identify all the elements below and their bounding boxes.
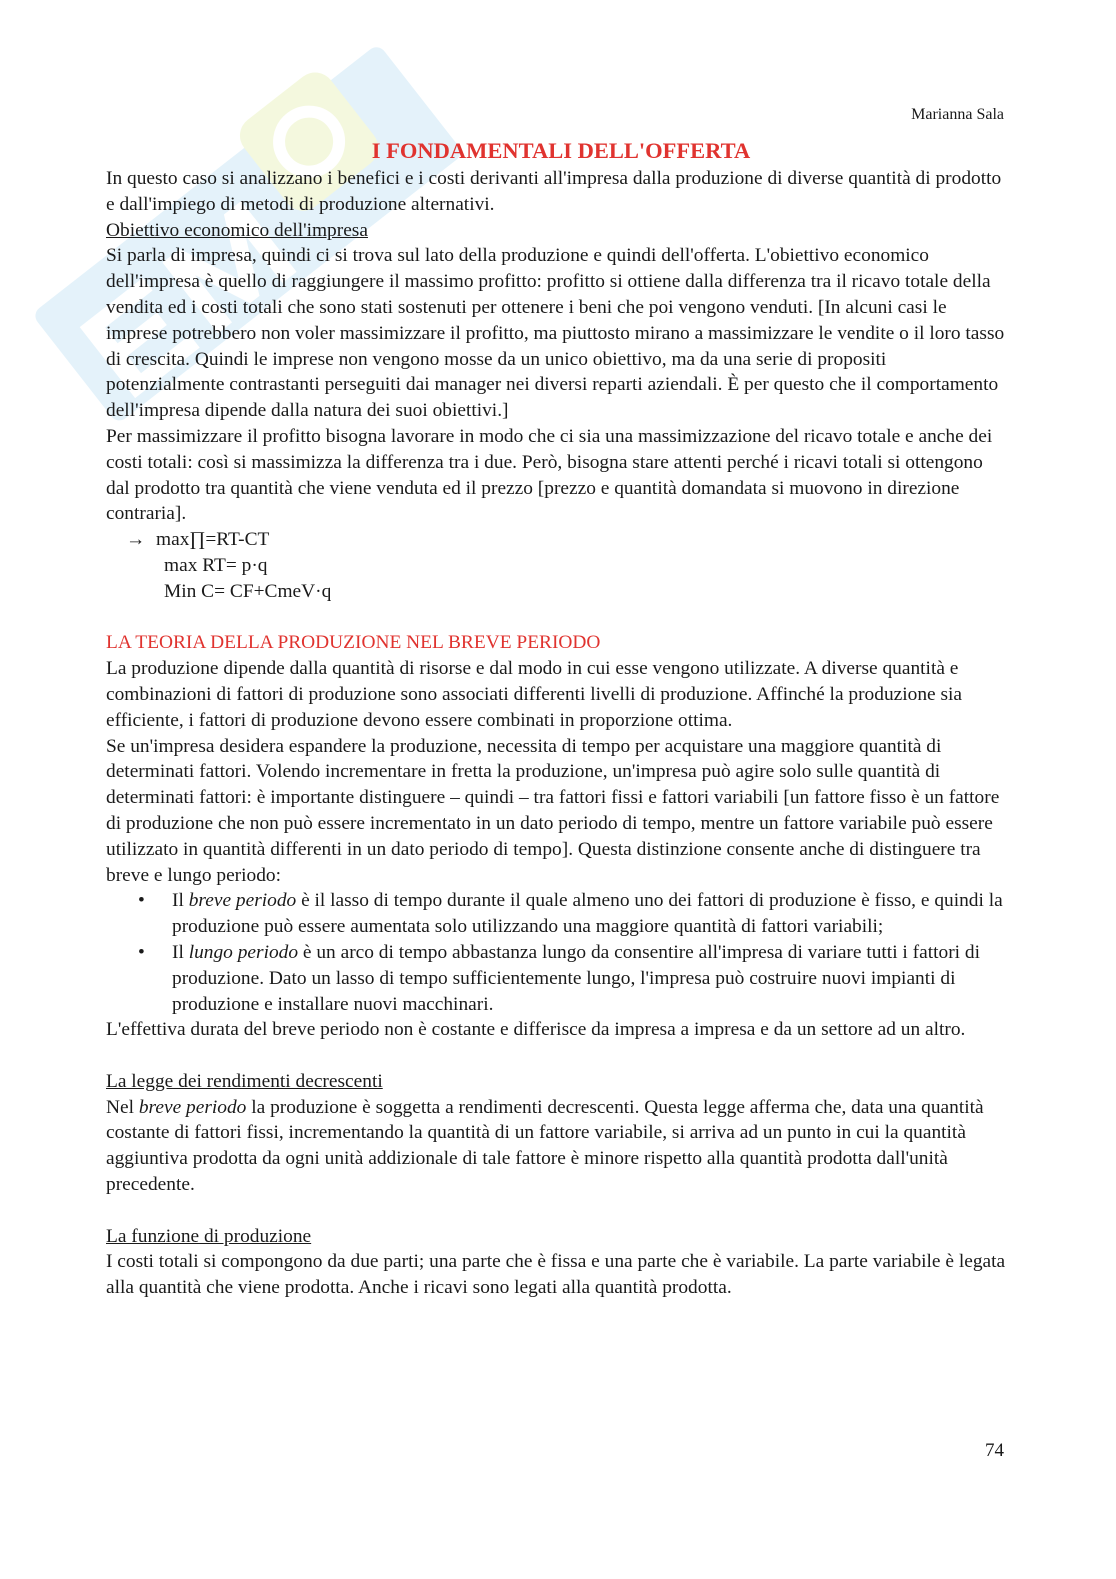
list-item: • Il lungo periodo è un arco di tempo abbastanza lungo da consentire all'impresa di variare tutti i fattori di produzione. Dato un lasso di tempo sufficientemente lungo, l'impresa può costruire nuovi impianti di produzione e installare nuovi macchinari.: [138, 941, 980, 1015]
document-body: [106, 136, 1006, 1301]
paragraph: Si parla di impresa, quindi ci si trova sul lato della produzione e quindi dell'offerta. L'obiettivo economico dell'impresa è quello di raggiungere il massimo profitto: profitto si ottiene dalla differenza tra il ricavo totale della vendita ed i costi totali che sono stati sostenuti per ottenere i beni che poi vengono venduti. [In alcuni casi le imprese potrebbero non voler massimizzare il profitto, ma piuttosto mirano a massimizzare le vendite o il loro tasso di crescita. Quindi le imprese non vengono mosse da un unico obiettivo, ma da una serie di propositi potenzialmente contrastanti perseguiti dai manager nei diversi reparti aziendali. È per questo che il comportamento dell'impresa dipende dalla natura dei suoi obiettivi.]: [106, 245, 1005, 422]
formula-text: max∏=RT-CT: [156, 529, 270, 551]
paragraph: Nel breve periodo la produzione è soggetta a rendimenti decrescenti. Questa legge afferma che, data una quantità costante di fattori fissi, incrementando la quantità di un fattore variabile, si arriva ad un punto in cui la quantità aggiuntiva prodotta da ogni unità addizionale di tale fattore è minore rispetto alla quantità prodotta dall'unità precedente.: [106, 1096, 984, 1196]
section-heading-teoria: LA TEORIA DELLA PRODUZIONE NEL BREVE PERIODO: [106, 632, 601, 654]
emphasis: breve periodo: [138, 1096, 247, 1118]
bullet-icon: •: [138, 941, 145, 963]
page-title: I FONDAMENTALI DELL'OFFERTA: [371, 138, 751, 163]
author-name: Marianna Sala: [911, 106, 1004, 123]
formula-cost: Min C= CF+CmeV·q: [164, 580, 332, 602]
intro-paragraph: In questo caso si analizzano i benefici e i costi derivanti all'impresa dalla produzione di diverse quantità di prodotto e dall'impiego di metodi di produzione alternativi.: [106, 168, 1002, 215]
list-item: • Il breve periodo è il lasso di tempo durante il quale almeno uno dei fattori di produzione è fisso, e quindi la produzione può essere aumentata solo utilizzando una maggiore quantità di fattori variabili;: [138, 890, 1003, 938]
paragraph: La produzione dipende dalla quantità di risorse e dal modo in cui esse vengono utilizzate. A diverse quantità e combinazioni di fattori di produzione sono associati differenti livelli di produzione. Affinché la produzione sia efficiente, i fattori di produzione devono essere combinati in proporzione ottima.: [106, 658, 963, 731]
bullet-list: [106, 888, 1006, 1017]
formula-revenue: max RT= p·q: [164, 554, 268, 576]
section-heading-obiettivo: Obiettivo economico dell'impresa: [106, 219, 368, 241]
emphasis: lungo periodo: [188, 941, 299, 963]
emphasis: breve periodo: [188, 890, 297, 912]
section-heading-funzione: La funzione di produzione: [106, 1225, 312, 1247]
paragraph: Per massimizzare il profitto bisogna lavorare in modo che ci sia una massimizzazione del ricavo totale e anche dei costi totali: così si massimizza la differenza tra i due. Però, bisogna stare attenti perché i ricavi totali si ottengono dal prodotto tra quantità che viene venduta ed il prezzo [prezzo e quantità domandata si muovono in direzione contraria].: [106, 425, 993, 525]
arrow-icon: →: [126, 529, 146, 551]
formula-profit: [106, 527, 1006, 553]
page-number: 74: [985, 1440, 1004, 1461]
paragraph: I costi totali si compongono da due parti; una parte che è fissa e una parte che è variabile. La parte variabile è legata alla quantità che viene prodotta. Anche i ricavi sono legati alla quantità prodotta.: [106, 1251, 1006, 1299]
paragraph: Se un'impresa desidera espandere la produzione, necessita di tempo per acquistare una maggiore quantità di determinati fattori. Volendo incrementare in fretta la produzione, un'impresa può agire solo sulle quantità di determinati fattori: è importante distinguere – quindi – tra fattori fissi e fattori variabili [un fattore fisso è un fattore di produzione che non può essere incrementato in un dato periodo di tempo, mentre un fattore variabile può essere utilizzato in quantità differenti in un dato periodo di tempo]. Questa distinzione consente anche di distinguere tra breve e lungo periodo:: [106, 735, 1000, 886]
section-heading-legge: La legge dei rendimenti decrescenti: [106, 1070, 383, 1092]
paragraph: L'effettiva durata del breve periodo non è costante e differisce da impresa a impresa e da un settore ad un altro.: [106, 1019, 966, 1041]
bullet-icon: •: [138, 890, 145, 912]
